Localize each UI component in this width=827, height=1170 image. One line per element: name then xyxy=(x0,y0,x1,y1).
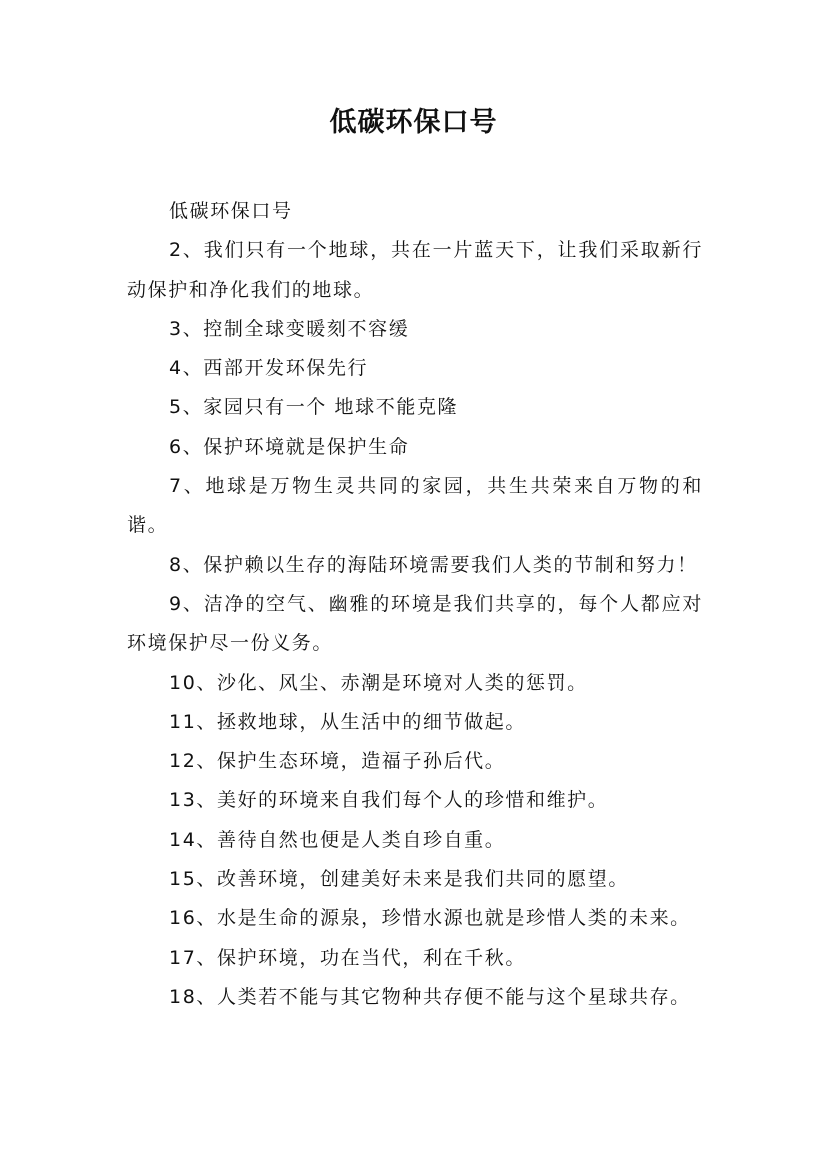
paragraph: 5、家园只有一个 地球不能克隆 xyxy=(169,396,459,419)
paragraph: 12、保护生态环境，造福子孙后代。 xyxy=(169,750,506,773)
paragraph: 2、我们只有一个地球，共在一片蓝天下，让我们采取新行动保护和净化我们的地球。 xyxy=(127,239,703,301)
paragraph: 3、控制全球变暖刻不容缓 xyxy=(169,317,410,340)
paragraph: 16、水是生命的源泉，珍惜水源也就是珍惜人类的未来。 xyxy=(169,907,691,930)
document-body xyxy=(127,192,703,1017)
paragraph: 13、美好的环境来自我们每个人的珍惜和维护。 xyxy=(169,789,609,812)
paragraph: 4、西部开发环保先行 xyxy=(169,357,369,380)
paragraph: 15、改善环境，创建美好未来是我们共同的愿望。 xyxy=(169,868,629,891)
paragraph: 17、保护环境，功在当代，利在千秋。 xyxy=(169,946,526,969)
paragraph: 7、地球是万物生灵共同的家园，共生共荣来自万物的和谐。 xyxy=(127,475,703,537)
paragraph: 18、人类若不能与其它物种共存便不能与这个星球共存。 xyxy=(169,985,691,1008)
paragraph: 9、洁净的空气、幽雅的环境是我们共享的，每个人都应对环境保护尽一份义务。 xyxy=(127,592,703,655)
paragraph: 10、沙化、风尘、赤潮是环境对人类的惩罚。 xyxy=(169,671,588,694)
paragraph: 低碳环保口号 xyxy=(169,200,293,222)
paragraph: 6、保护环境就是保护生命 xyxy=(169,435,410,458)
paragraph: 11、拯救地球，从生活中的细节做起。 xyxy=(169,710,526,733)
paragraph: 14、善待自然也便是人类自珍自重。 xyxy=(169,828,506,851)
document-title: 低碳环保口号 xyxy=(329,107,498,138)
paragraph: 8、保护赖以生存的海陆环境需要我们人类的节制和努力！ xyxy=(169,553,698,576)
